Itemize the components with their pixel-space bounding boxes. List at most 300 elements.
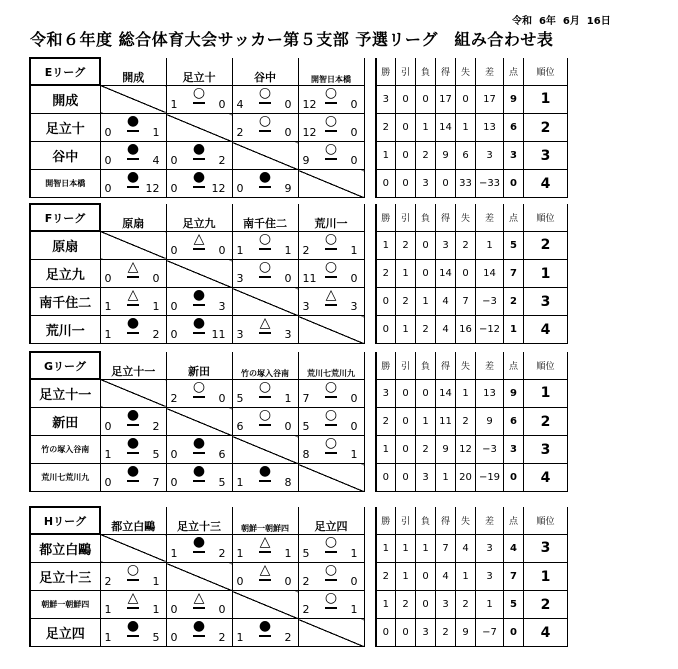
score-separator	[325, 304, 337, 306]
match-result-cell	[100, 316, 166, 344]
match-result-cell	[166, 619, 232, 647]
points-cell: 0	[504, 464, 524, 492]
score-for: 12	[302, 126, 317, 139]
goal-diff-cell: 1	[476, 231, 504, 260]
wins-cell: 0	[376, 288, 396, 316]
result-mark: △	[127, 287, 139, 303]
match-result-cell	[166, 534, 232, 563]
match-result-cell	[232, 464, 298, 492]
score-separator	[193, 635, 205, 637]
goals-against-cell: 1	[456, 379, 476, 408]
team-name: 開成	[30, 85, 100, 114]
self-match-cell	[232, 436, 298, 464]
stat-header: 失	[456, 352, 476, 379]
goal-diff-cell: 3	[476, 534, 504, 563]
match-result-cell	[232, 85, 298, 114]
team-row	[30, 619, 568, 647]
match-result-cell	[166, 170, 232, 198]
column-header-team: 原扇	[100, 204, 166, 231]
wins-cell: 0	[376, 464, 396, 492]
goals-against-cell: 4	[456, 534, 476, 563]
goals-for-cell: 14	[436, 379, 456, 408]
points-cell: 6	[504, 408, 524, 436]
points-cell: 5	[504, 591, 524, 619]
team-name: 南千住二	[30, 288, 100, 316]
score-for: 0	[236, 182, 244, 195]
goals-for-cell: 1	[436, 464, 456, 492]
score-for: 1	[236, 631, 244, 644]
team-name: 荒川七荒川九	[30, 464, 100, 492]
rank-cell: 3	[524, 288, 568, 316]
score-for: 0	[170, 631, 178, 644]
wins-cell: 2	[376, 260, 396, 288]
match-result-cell	[166, 316, 232, 344]
column-header-team: 足立十一	[100, 352, 166, 379]
rank-cell: 3	[524, 436, 568, 464]
stat-header: 引	[396, 352, 416, 379]
column-header-team: 朝鮮一朝鮮四	[232, 507, 298, 534]
wins-cell: 0	[376, 619, 396, 647]
self-match-cell	[166, 114, 232, 142]
rank-cell: 4	[524, 464, 568, 492]
draws-cell: 0	[396, 170, 416, 198]
stat-header: 負	[416, 204, 436, 231]
match-result-cell	[166, 142, 232, 170]
result-mark: ○	[324, 435, 338, 451]
score-separator	[325, 607, 337, 609]
match-result-cell	[166, 85, 232, 114]
goals-against-cell: 7	[456, 288, 476, 316]
result-mark: ●	[258, 169, 272, 185]
score-separator	[127, 276, 139, 278]
rank-cell: 1	[524, 379, 568, 408]
team-row	[30, 379, 568, 408]
score-separator	[325, 424, 337, 426]
points-cell: 2	[504, 288, 524, 316]
draws-cell: 0	[396, 436, 416, 464]
stat-header: 勝	[376, 507, 396, 534]
draws-cell: 0	[396, 142, 416, 170]
score-separator	[259, 396, 271, 398]
stat-header: 失	[456, 204, 476, 231]
match-result-cell	[298, 260, 364, 288]
score-separator	[325, 158, 337, 160]
rank-cell: 4	[524, 316, 568, 344]
goals-against-cell: 12	[456, 436, 476, 464]
score-for: 2	[302, 575, 310, 588]
score-for: 1	[104, 448, 112, 461]
score-separator	[325, 396, 337, 398]
result-mark: △	[259, 315, 271, 331]
league-name: Fリーグ	[30, 204, 100, 231]
score-against: 2	[218, 154, 226, 167]
score-for: 1	[236, 476, 244, 489]
losses-cell: 0	[416, 85, 436, 114]
match-result-cell	[232, 114, 298, 142]
rank-cell: 3	[524, 142, 568, 170]
score-against: 2	[218, 631, 226, 644]
result-mark: ●	[126, 141, 140, 157]
losses-cell: 2	[416, 316, 436, 344]
score-against: 12	[145, 182, 160, 195]
score-against: 1	[350, 244, 358, 257]
self-match-cell	[100, 85, 166, 114]
score-for: 2	[302, 603, 310, 616]
match-result-cell	[232, 170, 298, 198]
match-result-cell	[298, 231, 364, 260]
team-row	[30, 170, 568, 198]
losses-cell: 0	[416, 379, 436, 408]
score-against: 9	[284, 182, 292, 195]
score-against: 0	[284, 575, 292, 588]
score-separator	[259, 551, 271, 553]
draws-cell: 0	[396, 379, 416, 408]
result-mark: ○	[324, 378, 338, 395]
stat-header: 勝	[376, 352, 396, 379]
score-for: 5	[302, 420, 310, 433]
score-for: 0	[170, 448, 178, 461]
score-for: 0	[104, 182, 112, 195]
losses-cell: 1	[416, 288, 436, 316]
score-for: 5	[302, 547, 310, 560]
team-name: 足立十三	[30, 563, 100, 591]
losses-cell: 2	[416, 142, 436, 170]
stat-header: 得	[436, 507, 456, 534]
match-result-cell	[232, 316, 298, 344]
result-mark: △	[127, 259, 139, 275]
goal-diff-cell: 13	[476, 114, 504, 142]
result-mark: ○	[324, 113, 338, 129]
column-header-team: 開成	[100, 58, 166, 85]
score-separator	[127, 424, 139, 426]
result-mark: ●	[192, 463, 206, 479]
score-against: 3	[350, 300, 358, 313]
score-for: 3	[236, 272, 244, 285]
match-result-cell	[166, 591, 232, 619]
stat-header: 点	[504, 204, 524, 231]
score-for: 1	[104, 603, 112, 616]
points-cell: 3	[504, 142, 524, 170]
team-row	[30, 114, 568, 142]
goals-against-cell: 1	[456, 114, 476, 142]
score-for: 2	[104, 575, 112, 588]
self-match-cell	[100, 231, 166, 260]
score-against: 0	[218, 98, 226, 111]
score-for: 9	[302, 154, 310, 167]
score-for: 11	[302, 272, 317, 285]
goals-for-cell: 17	[436, 85, 456, 114]
result-mark: ●	[126, 407, 140, 423]
goals-against-cell: 6	[456, 142, 476, 170]
result-mark: ○	[192, 378, 206, 395]
match-result-cell	[232, 231, 298, 260]
points-cell: 9	[504, 85, 524, 114]
self-match-cell	[232, 288, 298, 316]
score-against: 0	[350, 272, 358, 285]
team-row	[30, 85, 568, 114]
goals-for-cell: 14	[436, 114, 456, 142]
stat-header: 失	[456, 58, 476, 85]
score-against: 2	[152, 328, 160, 341]
score-separator	[193, 452, 205, 454]
team-name: 足立四	[30, 619, 100, 647]
stat-header: 負	[416, 58, 436, 85]
result-mark: ○	[258, 407, 272, 423]
stat-header: 点	[504, 352, 524, 379]
points-cell: 1	[504, 316, 524, 344]
stat-header: 順位	[524, 507, 568, 534]
goals-for-cell: 14	[436, 260, 456, 288]
draws-cell: 2	[396, 591, 416, 619]
match-result-cell	[100, 288, 166, 316]
self-match-cell	[100, 534, 166, 563]
result-mark: △	[193, 590, 205, 606]
goal-diff-cell: −3	[476, 288, 504, 316]
column-header-team: 足立十三	[166, 507, 232, 534]
result-mark: ●	[258, 463, 272, 479]
self-match-cell	[298, 170, 364, 198]
goal-diff-cell: −19	[476, 464, 504, 492]
score-against: 1	[284, 392, 292, 405]
score-separator	[193, 551, 205, 553]
goal-diff-cell: 9	[476, 408, 504, 436]
team-row	[30, 464, 568, 492]
score-separator	[259, 186, 271, 188]
points-cell: 9	[504, 379, 524, 408]
score-for: 1	[170, 547, 178, 560]
points-cell: 7	[504, 260, 524, 288]
score-for: 6	[236, 420, 244, 433]
losses-cell: 3	[416, 619, 436, 647]
rank-cell: 2	[524, 231, 568, 260]
score-against: 0	[218, 603, 226, 616]
team-name: 荒川一	[30, 316, 100, 344]
stat-header: 差	[476, 58, 504, 85]
score-against: 11	[211, 328, 226, 341]
team-row	[30, 288, 568, 316]
self-match-cell	[100, 379, 166, 408]
rank-cell: 2	[524, 408, 568, 436]
losses-cell: 2	[416, 436, 436, 464]
stat-header: 得	[436, 58, 456, 85]
goal-diff-cell: 13	[476, 379, 504, 408]
points-cell: 0	[504, 170, 524, 198]
column-header-team: 谷中	[232, 58, 298, 85]
score-separator	[193, 480, 205, 482]
score-against: 2	[218, 547, 226, 560]
self-match-cell	[166, 563, 232, 591]
points-cell: 4	[504, 534, 524, 563]
column-header-team: 新田	[166, 352, 232, 379]
draws-cell: 2	[396, 231, 416, 260]
score-separator	[193, 186, 205, 188]
result-mark: ○	[258, 378, 272, 395]
score-separator	[259, 102, 271, 104]
score-for: 0	[170, 476, 178, 489]
team-name: 原扇	[30, 231, 100, 260]
draws-cell: 0	[396, 464, 416, 492]
match-result-cell	[100, 619, 166, 647]
score-for: 0	[104, 154, 112, 167]
wins-cell: 3	[376, 85, 396, 114]
wins-cell: 1	[376, 142, 396, 170]
score-against: 7	[152, 476, 160, 489]
rank-cell: 1	[524, 563, 568, 591]
team-name: 開智日本橋	[30, 170, 100, 198]
match-result-cell	[298, 85, 364, 114]
draws-cell: 2	[396, 288, 416, 316]
match-result-cell	[166, 379, 232, 408]
score-separator	[325, 551, 337, 553]
score-for: 0	[104, 420, 112, 433]
league-name: Gリーグ	[30, 352, 100, 379]
score-against: 0	[218, 244, 226, 257]
result-mark: ●	[126, 435, 140, 451]
score-against: 0	[350, 420, 358, 433]
match-result-cell	[100, 436, 166, 464]
match-result-cell	[232, 260, 298, 288]
score-against: 0	[284, 126, 292, 139]
match-result-cell	[298, 114, 364, 142]
result-mark: ●	[258, 618, 272, 634]
stat-header: 失	[456, 507, 476, 534]
score-separator	[259, 424, 271, 426]
score-for: 1	[104, 300, 112, 313]
score-for: 0	[104, 272, 112, 285]
score-against: 1	[350, 547, 358, 560]
result-mark: ●	[192, 533, 206, 550]
score-for: 0	[170, 603, 178, 616]
stat-header: 差	[476, 204, 504, 231]
score-against: 8	[284, 476, 292, 489]
score-for: 12	[302, 98, 317, 111]
match-result-cell	[232, 563, 298, 591]
score-separator	[127, 304, 139, 306]
goals-for-cell: 4	[436, 563, 456, 591]
score-separator	[193, 607, 205, 609]
wins-cell: 1	[376, 436, 396, 464]
self-match-cell	[298, 464, 364, 492]
goals-against-cell: 20	[456, 464, 476, 492]
match-result-cell	[232, 408, 298, 436]
result-mark: ○	[324, 259, 338, 275]
team-name: 新田	[30, 408, 100, 436]
stat-header: 勝	[376, 58, 396, 85]
score-for: 2	[236, 126, 244, 139]
score-for: 0	[104, 126, 112, 139]
team-name: 谷中	[30, 142, 100, 170]
wins-cell: 3	[376, 379, 396, 408]
losses-cell: 1	[416, 408, 436, 436]
score-for: 0	[170, 154, 178, 167]
stat-header: 引	[396, 58, 416, 85]
rank-cell: 1	[524, 85, 568, 114]
losses-cell: 1	[416, 114, 436, 142]
score-for: 3	[236, 328, 244, 341]
goal-diff-cell: 3	[476, 142, 504, 170]
column-header-team: 足立九	[166, 204, 232, 231]
column-header-team: 荒川七荒川九	[298, 352, 364, 379]
league-name: Hリーグ	[30, 507, 100, 534]
goals-for-cell: 7	[436, 534, 456, 563]
score-separator	[127, 186, 139, 188]
score-against: 0	[350, 392, 358, 405]
rank-cell: 4	[524, 619, 568, 647]
points-cell: 3	[504, 436, 524, 464]
stat-header: 勝	[376, 204, 396, 231]
score-against: 5	[152, 448, 160, 461]
goals-for-cell: 9	[436, 436, 456, 464]
score-separator	[259, 635, 271, 637]
result-mark: △	[259, 533, 271, 550]
score-for: 2	[170, 392, 178, 405]
result-mark: ●	[192, 315, 206, 331]
score-separator	[193, 332, 205, 334]
result-mark: ●	[126, 463, 140, 479]
result-mark: ●	[192, 618, 206, 634]
match-result-cell	[298, 142, 364, 170]
team-name: 足立十	[30, 114, 100, 142]
result-mark: △	[259, 562, 271, 578]
goal-diff-cell: −7	[476, 619, 504, 647]
losses-cell: 0	[416, 563, 436, 591]
goal-diff-cell: 1	[476, 591, 504, 619]
score-for: 0	[104, 476, 112, 489]
losses-cell: 3	[416, 464, 436, 492]
match-result-cell	[100, 170, 166, 198]
goals-for-cell: 4	[436, 288, 456, 316]
goals-for-cell: 2	[436, 619, 456, 647]
score-against: 1	[152, 300, 160, 313]
league-table	[29, 203, 568, 344]
match-result-cell	[298, 563, 364, 591]
wins-cell: 2	[376, 563, 396, 591]
result-mark: ●	[192, 435, 206, 451]
score-separator	[193, 396, 205, 398]
score-for: 0	[236, 575, 244, 588]
score-against: 0	[284, 420, 292, 433]
team-row	[30, 563, 568, 591]
result-mark: ○	[126, 562, 140, 578]
score-against: 0	[284, 272, 292, 285]
goals-against-cell: 0	[456, 260, 476, 288]
score-separator	[127, 332, 139, 334]
wins-cell: 2	[376, 114, 396, 142]
goals-against-cell: 2	[456, 408, 476, 436]
score-against: 5	[218, 476, 226, 489]
match-result-cell	[100, 260, 166, 288]
score-against: 1	[284, 244, 292, 257]
score-separator	[127, 130, 139, 132]
score-against: 0	[350, 575, 358, 588]
result-mark: ○	[258, 113, 272, 129]
points-cell: 7	[504, 563, 524, 591]
league-table	[29, 351, 568, 492]
team-row	[30, 260, 568, 288]
self-match-cell	[166, 408, 232, 436]
score-against: 1	[350, 603, 358, 616]
score-for: 3	[302, 300, 310, 313]
points-cell: 6	[504, 114, 524, 142]
team-row	[30, 316, 568, 344]
losses-cell: 1	[416, 534, 436, 563]
score-separator	[127, 480, 139, 482]
column-header-team: 足立四	[298, 507, 364, 534]
score-separator	[259, 332, 271, 334]
wins-cell: 0	[376, 316, 396, 344]
team-row	[30, 408, 568, 436]
rank-cell: 2	[524, 114, 568, 142]
